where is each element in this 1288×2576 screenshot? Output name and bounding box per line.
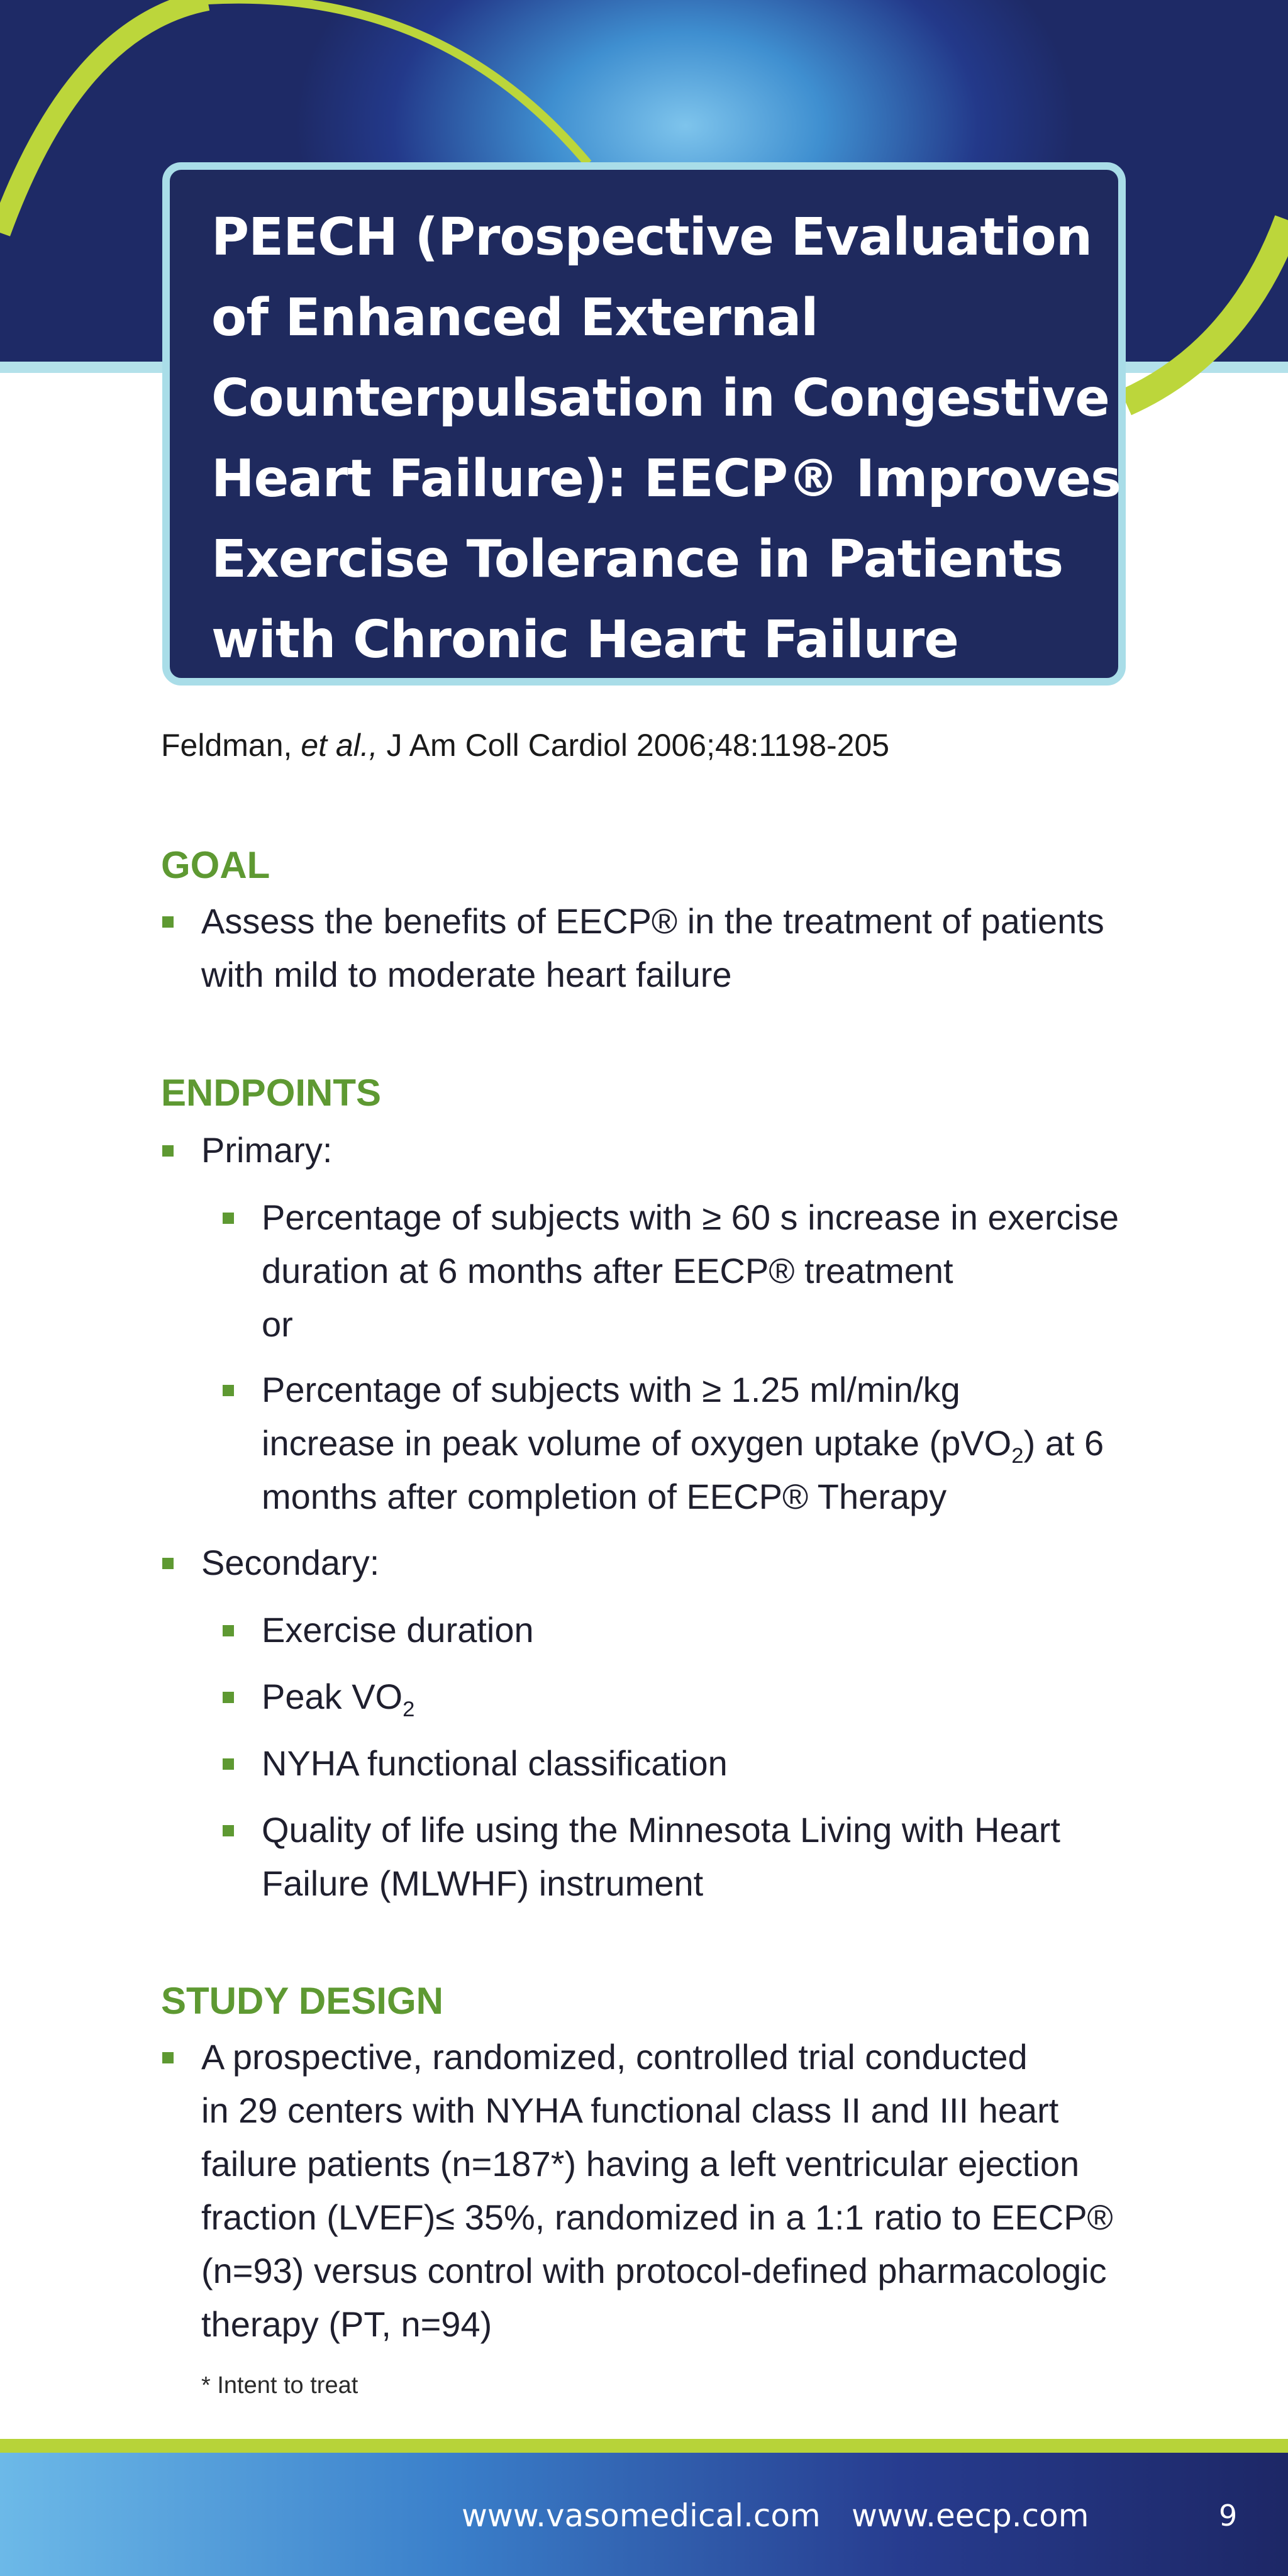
bullet-line: Failure (MLWHF) instrument [262, 1863, 704, 1903]
bullet-line [262, 1416, 1104, 1470]
endpoints-heading: ENDPOINTS [161, 1072, 382, 1114]
study-design-bullet [201, 2030, 1113, 2351]
peak-vo2-subscript: 2 [402, 1697, 415, 1722]
page-number: 9 [1219, 2499, 1238, 2533]
bullet-line: with mild to moderate heart failure [201, 955, 732, 994]
primary-label: Primary: [201, 1130, 333, 1170]
pvo2-text: increase in peak volume of oxygen uptake (pVO [262, 1423, 1012, 1463]
bullet-line: months after completion of EECP® Therapy [262, 1477, 947, 1516]
goal-heading: GOAL [161, 844, 270, 886]
bullet-square-icon [223, 1213, 234, 1224]
primary-item-pvo2 [262, 1363, 1104, 1523]
bullet-line: in 29 centers with NYHA functional class II and III heart [201, 2090, 1059, 2130]
title-line: with Chronic Heart Failure [211, 610, 958, 670]
study-design-heading: STUDY DESIGN [161, 1980, 443, 2022]
footnote: * Intent to treat [201, 2372, 358, 2399]
secondary-item-qol [262, 1803, 1060, 1910]
citation-journal: J Am Coll Cardiol 2006;48:1198-205 [386, 728, 890, 763]
page-title [211, 197, 1121, 680]
bullet-square-icon [162, 2052, 174, 2063]
bullet-line: Percentage of subjects with ≥ 1.25 ml/min/kg [262, 1370, 960, 1409]
bullet-line: Assess the benefits of EECP® in the treatment of patients [201, 901, 1104, 941]
bullet-line: NYHA functional classification [262, 1743, 728, 1783]
bullet-square-icon [223, 1825, 234, 1836]
bullet-line: Exercise duration [262, 1610, 534, 1650]
bullet-line: Quality of life using the Minnesota Living with Heart [262, 1810, 1060, 1850]
secondary-item-nyha [262, 1736, 728, 1790]
bullet-line: therapy (PT, n=94) [201, 2304, 492, 2344]
goal-bullet [201, 894, 1104, 1001]
primary-item-exercise [262, 1191, 1119, 1351]
title-line: PEECH (Prospective Evaluation [211, 208, 1092, 267]
peak-vo2-text: Peak VO [262, 1677, 403, 1716]
bullet-line: or [262, 1304, 293, 1344]
citation [161, 722, 889, 769]
bullet-line: A prospective, randomized, controlled trial conducted [201, 2037, 1028, 2077]
title-line: Counterpulsation in Congestive [211, 369, 1109, 428]
citation-author: Feldman, [161, 728, 292, 763]
bullet-square-icon [223, 1625, 234, 1636]
secondary-bullet [201, 1536, 379, 1589]
title-line: of Enhanced External [211, 288, 818, 348]
bullet-line: (n=93) versus control with protocol-defined pharmacologic [201, 2251, 1107, 2290]
citation-etal: et al., [301, 728, 378, 763]
bullet-line: fraction (LVEF)≤ 35%, randomized in a 1:1 ratio to EECP® [201, 2197, 1113, 2237]
title-line: Exercise Tolerance in Patients [211, 530, 1063, 589]
bullet-square-icon [223, 1385, 234, 1396]
primary-bullet [201, 1123, 332, 1177]
bullet-line: Percentage of subjects with ≥ 60 s increase in exercise [262, 1197, 1119, 1237]
bullet-square-icon [223, 1692, 234, 1703]
bullet-square-icon [162, 1145, 174, 1157]
pvo2-subscript: 2 [1011, 1444, 1024, 1468]
bullet-square-icon [162, 1558, 174, 1569]
pvo2-text-end: ) at 6 [1023, 1423, 1104, 1463]
eecp-link[interactable]: www.eecp.com [852, 2497, 1089, 2534]
secondary-item-exercise [262, 1603, 534, 1657]
bullet-line: failure patients (n=187*) having a left ventricular ejection [201, 2144, 1080, 2184]
bullet-square-icon [223, 1758, 234, 1770]
vasomedical-link[interactable]: www.vasomedical.com [462, 2497, 821, 2534]
footer-divider [0, 2439, 1288, 2453]
bullet-line [262, 1670, 414, 1723]
secondary-item-peak-vo2 [262, 1670, 414, 1723]
bullet-square-icon [162, 916, 174, 928]
bullet-line: duration at 6 months after EECP® treatment [262, 1251, 953, 1291]
title-box [162, 162, 1126, 686]
secondary-label: Secondary: [201, 1543, 380, 1582]
title-line: Heart Failure): EECP® Improves [211, 449, 1121, 509]
